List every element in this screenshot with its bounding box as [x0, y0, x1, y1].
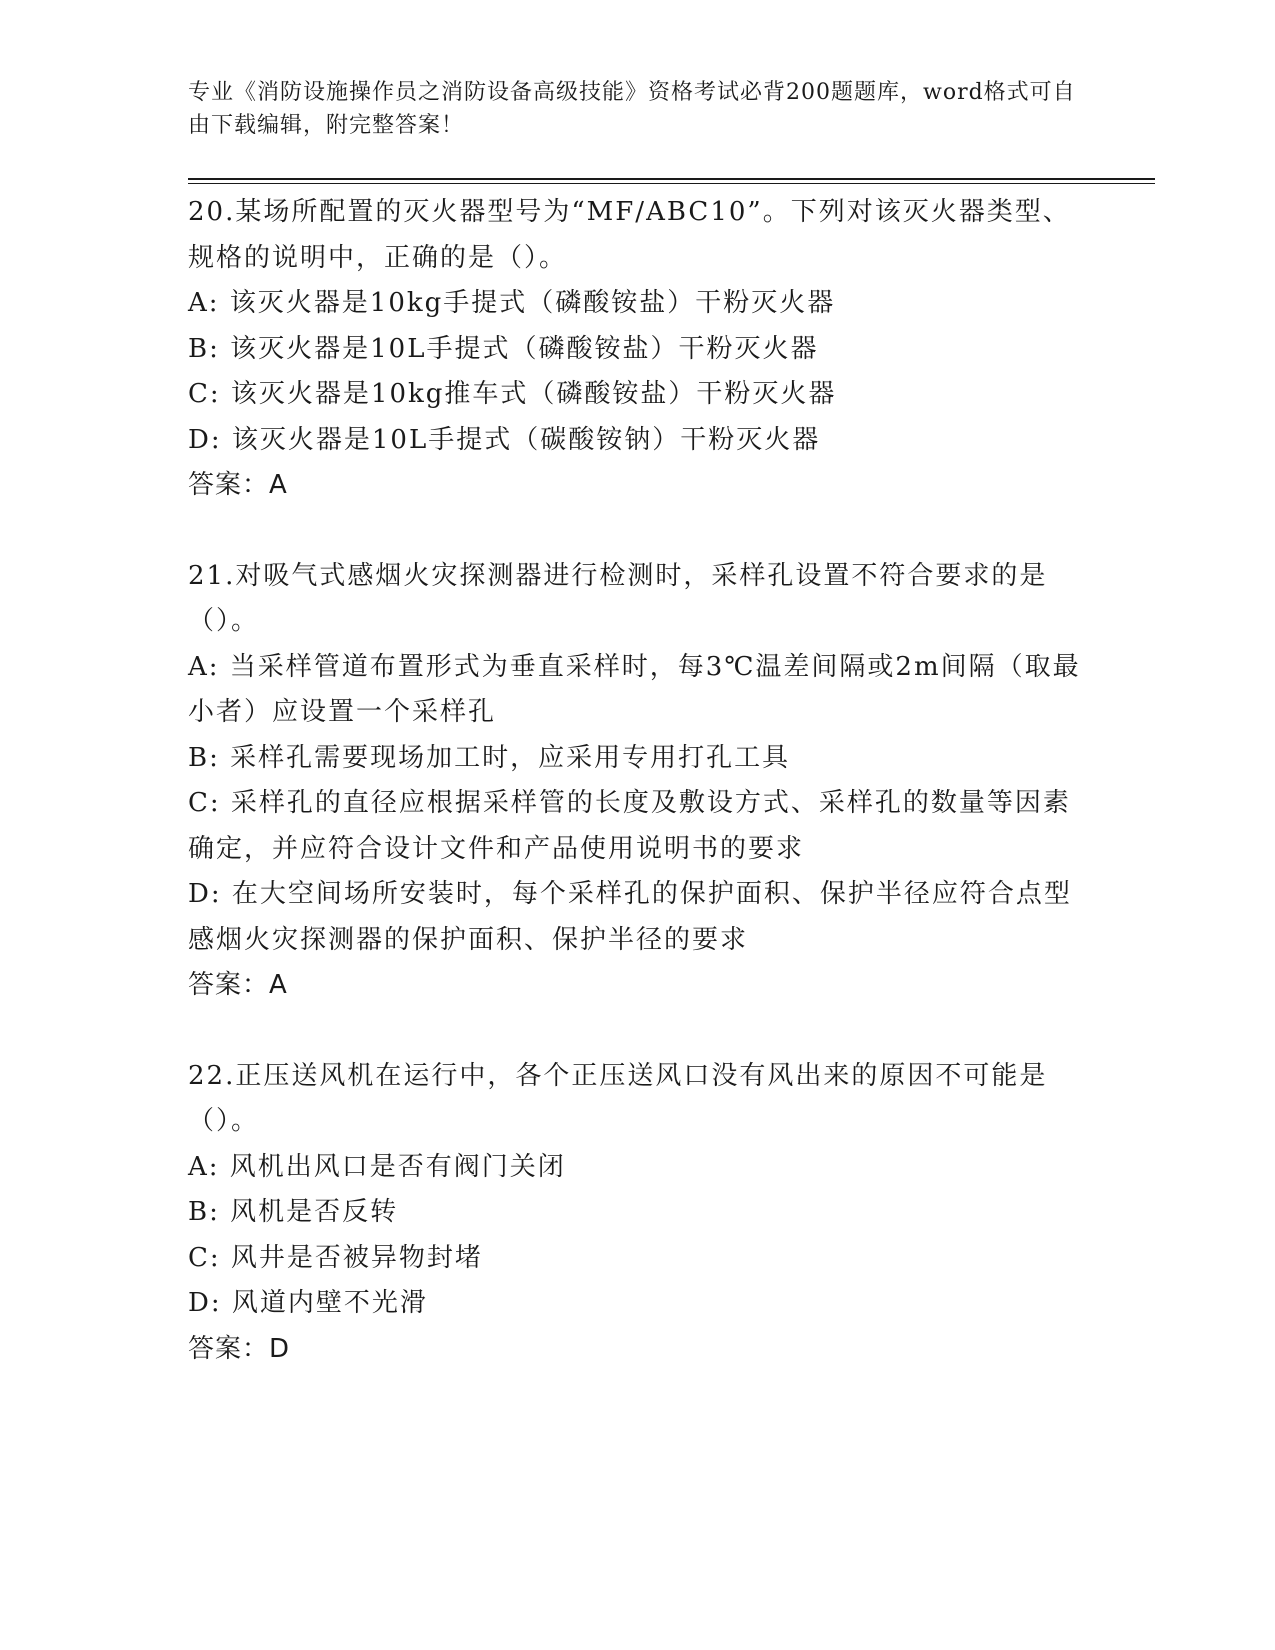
option-b: B: 该灭火器是10L手提式（磷酸铵盐）干粉灭火器 [188, 333, 819, 364]
option-b: B: 采样孔需要现场加工时，应采用专用打孔工具 [188, 742, 791, 773]
question-stem: 20.某场所配置的灭火器型号为“MF/ABC10”。下列对该灭火器类型、规格的说明中，正确的是（）。 [188, 197, 1071, 273]
document-header: 专业《消防设施操作员之消防设备高级技能》资格考试必背200题题库，word格式可自由下载编辑，附完整答案！ [188, 80, 1076, 138]
option-a: A: 该灭火器是10kg手提式（磷酸铵盐）干粉灭火器 [188, 288, 836, 318]
question-22 [188, 1054, 1088, 1373]
answer-text: 答案：D [188, 1333, 291, 1364]
question-stem: 21.对吸气式感烟火灾探测器进行检测时，采样孔设置不符合要求的是（）。 [188, 560, 1048, 636]
answer-text: 答案：A [188, 470, 288, 500]
option-a: A: 当采样管道布置形式为垂直采样时，每3℃温差间隔或2m间隔（取最小者）应设置一个采样孔 [188, 651, 1081, 727]
header-rule-thin [188, 183, 1155, 184]
answer-text: 答案：A [188, 970, 288, 1000]
question-list [188, 190, 1088, 1417]
option-b: B: 风机是否反转 [188, 1197, 399, 1227]
question-21 [188, 554, 1088, 1009]
option-d: D: 在大空间场所安装时，每个采样孔的保护面积、保护半径应符合点型感烟火灾探测器的保护面积、保护半径的要求 [188, 879, 1072, 955]
question-stem: 22.正压送风机在运行中，各个正压送风口没有风出来的原因不可能是（）。 [188, 1060, 1048, 1136]
option-c: C: 采样孔的直径应根据采样管的长度及敷设方式、采样孔的数量等因素确定，并应符合设计文件和产品使用说明书的要求 [188, 788, 1071, 864]
option-a: A: 风机出风口是否有阀门关闭 [188, 1151, 566, 1182]
option-d: D: 风道内壁不光滑 [188, 1288, 428, 1318]
option-c: C: 该灭火器是10kg推车式（磷酸铵盐）干粉灭火器 [188, 379, 837, 409]
header-rule-thick [188, 178, 1155, 180]
question-20 [188, 190, 1088, 509]
option-d: D: 该灭火器是10L手提式（碳酸铵钠）干粉灭火器 [188, 424, 821, 455]
option-c: C: 风井是否被异物封堵 [188, 1242, 483, 1273]
